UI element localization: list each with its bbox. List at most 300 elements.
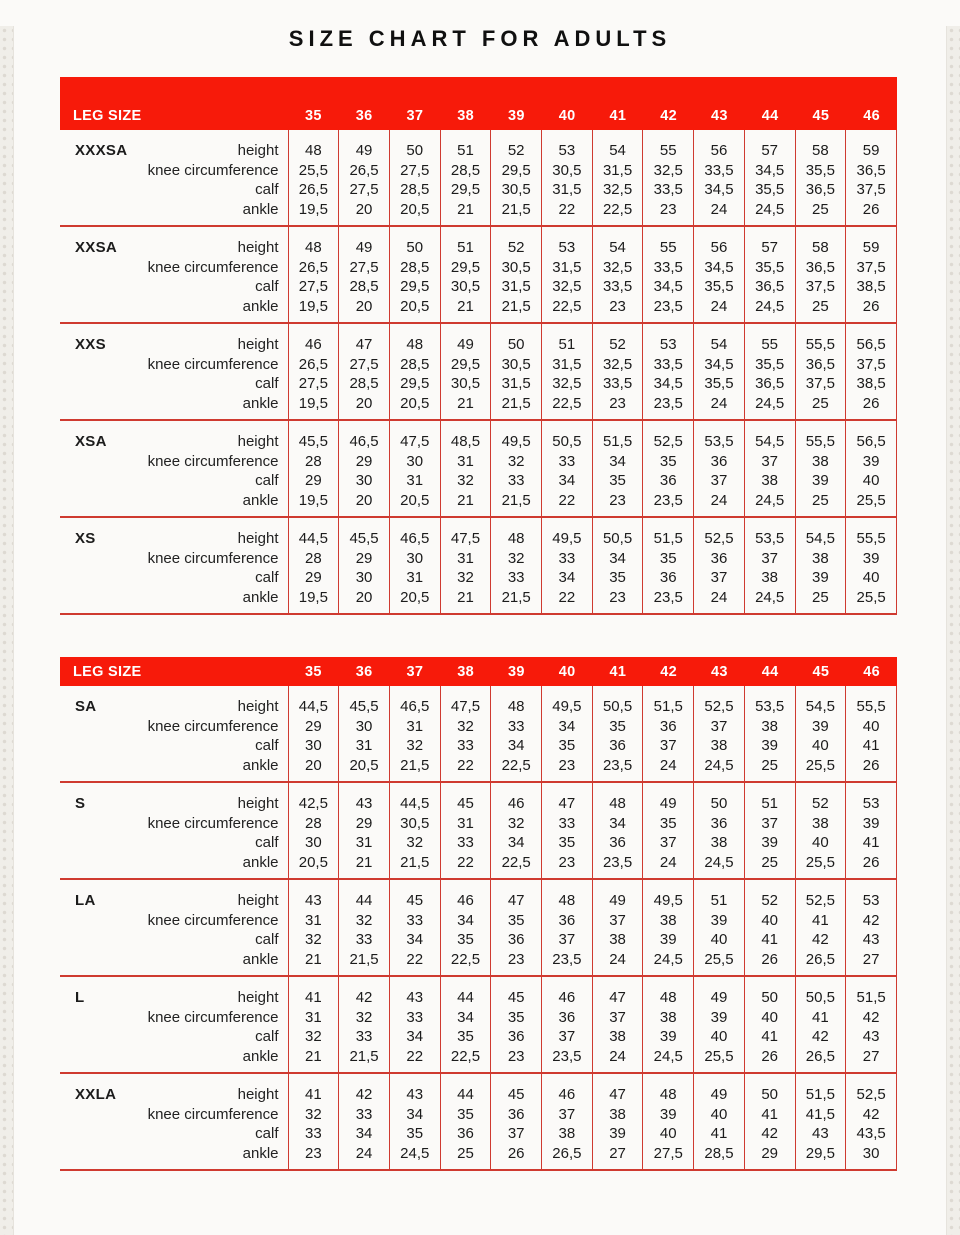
row-label: calf bbox=[255, 834, 279, 851]
size-value-cell: 25 bbox=[744, 756, 795, 783]
size-value-cell: 34 bbox=[389, 1027, 440, 1047]
leg-size-column-header: 39 bbox=[508, 108, 525, 124]
measurement-row bbox=[60, 1047, 897, 1074]
size-value-cell: 25,5 bbox=[795, 756, 846, 783]
size-value-cell: 48 bbox=[288, 227, 339, 258]
size-value-cell: 34 bbox=[440, 911, 491, 931]
size-value-cell: 20 bbox=[339, 394, 390, 421]
row-label: ankle bbox=[242, 1144, 279, 1162]
row-label: calf bbox=[255, 181, 279, 198]
group-label-wrap bbox=[60, 988, 279, 1008]
size-value-cell: 32,5 bbox=[542, 374, 593, 394]
size-value-cell: 33 bbox=[288, 1124, 339, 1144]
size-value-cell: 32 bbox=[491, 452, 542, 472]
leg-size-column-header: 35 bbox=[305, 108, 322, 124]
size-value-cell: 37,5 bbox=[795, 277, 846, 297]
size-value-cell: 50,5 bbox=[795, 977, 846, 1008]
size-value-cell: 27,5 bbox=[339, 258, 390, 278]
size-value-cell: 33,5 bbox=[643, 180, 694, 200]
size-value-cell: 51 bbox=[440, 130, 491, 161]
row-label-cell bbox=[60, 686, 288, 717]
row-label-cell bbox=[60, 717, 288, 737]
size-value-cell: 35 bbox=[542, 833, 593, 853]
size-value-cell: 28,5 bbox=[389, 258, 440, 278]
size-value-cell: 20,5 bbox=[339, 756, 390, 783]
size-value-cell: 42 bbox=[846, 1105, 897, 1125]
size-value-cell: 34 bbox=[542, 717, 593, 737]
size-value-cell: 34 bbox=[542, 568, 593, 588]
size-value-cell: 47 bbox=[491, 880, 542, 911]
size-value-cell: 23 bbox=[542, 756, 593, 783]
leg-size-column-header: 37 bbox=[406, 108, 424, 124]
size-value-cell: 50 bbox=[491, 324, 542, 355]
size-value-cell: 27 bbox=[846, 1047, 897, 1074]
row-label: calf bbox=[255, 737, 279, 754]
size-value-cell: 37,5 bbox=[846, 258, 897, 278]
size-value-cell: 33 bbox=[389, 911, 440, 931]
size-value-cell: 27,5 bbox=[288, 374, 339, 394]
size-value-cell: 22,5 bbox=[440, 1047, 491, 1074]
size-group-name: XS bbox=[75, 530, 96, 547]
row-label: ankle bbox=[242, 200, 279, 218]
size-value-cell: 37 bbox=[694, 717, 745, 737]
size-value-cell: 29,5 bbox=[389, 374, 440, 394]
size-value-cell: 21,5 bbox=[389, 853, 440, 880]
size-value-cell: 22,5 bbox=[491, 853, 542, 880]
size-value-cell: 23,5 bbox=[592, 756, 643, 783]
size-value-cell: 47,5 bbox=[440, 686, 491, 717]
size-value-cell: 49 bbox=[643, 783, 694, 814]
measurement-row bbox=[60, 833, 897, 853]
size-value-cell: 38 bbox=[592, 1027, 643, 1047]
size-value-cell: 43 bbox=[288, 880, 339, 911]
size-value-cell: 26,5 bbox=[795, 1047, 846, 1074]
row-label: knee circumference bbox=[147, 1008, 279, 1026]
size-value-cell: 35,5 bbox=[744, 180, 795, 200]
group-label-wrap bbox=[60, 794, 279, 814]
measurement-row bbox=[60, 491, 897, 518]
size-value-cell: 21,5 bbox=[491, 588, 542, 615]
size-value-cell: 35 bbox=[491, 911, 542, 931]
measurement-row bbox=[60, 421, 897, 452]
measurement-row bbox=[60, 452, 897, 472]
group-label-wrap bbox=[60, 529, 279, 549]
size-value-cell: 20 bbox=[339, 200, 390, 227]
size-value-cell: 27 bbox=[846, 950, 897, 977]
leg-size-header-band bbox=[60, 77, 897, 130]
row-label: calf bbox=[255, 931, 279, 948]
size-value-cell: 30,5 bbox=[389, 814, 440, 834]
measurement-row bbox=[60, 977, 897, 1008]
size-value-cell: 33 bbox=[440, 833, 491, 853]
size-value-cell: 55 bbox=[643, 227, 694, 258]
size-value-cell: 34,5 bbox=[694, 258, 745, 278]
size-value-cell: 58 bbox=[795, 130, 846, 161]
size-value-cell: 33,5 bbox=[592, 277, 643, 297]
size-group-xxsa bbox=[60, 227, 897, 324]
size-value-cell: 25 bbox=[795, 394, 846, 421]
size-value-cell: 36 bbox=[694, 549, 745, 569]
leg-size-column-header: 41 bbox=[609, 108, 627, 124]
size-value-cell: 38 bbox=[643, 1008, 694, 1028]
size-value-cell: 33 bbox=[542, 549, 593, 569]
size-value-cell: 36 bbox=[592, 736, 643, 756]
row-label: ankle bbox=[242, 491, 279, 509]
size-value-cell: 50,5 bbox=[542, 421, 593, 452]
size-value-cell: 36 bbox=[440, 1124, 491, 1144]
size-value-cell: 49,5 bbox=[542, 518, 593, 549]
size-value-cell: 46,5 bbox=[389, 686, 440, 717]
row-label: ankle bbox=[242, 394, 279, 412]
size-value-cell: 23,5 bbox=[542, 1047, 593, 1074]
row-label: knee circumference bbox=[147, 1105, 279, 1123]
row-label-cell bbox=[60, 421, 288, 452]
size-value-cell: 54 bbox=[592, 227, 643, 258]
size-value-cell: 42 bbox=[846, 1008, 897, 1028]
size-value-cell: 24,5 bbox=[744, 394, 795, 421]
size-value-cell: 44 bbox=[440, 1074, 491, 1105]
size-value-cell: 33,5 bbox=[643, 258, 694, 278]
measurement-row bbox=[60, 853, 897, 880]
size-value-cell: 27,5 bbox=[339, 355, 390, 375]
size-value-cell: 35 bbox=[542, 736, 593, 756]
size-value-cell: 29 bbox=[288, 471, 339, 491]
size-group-xxxsa bbox=[60, 130, 897, 227]
size-value-cell: 38 bbox=[795, 814, 846, 834]
size-value-cell: 26,5 bbox=[339, 161, 390, 181]
size-value-cell: 41 bbox=[694, 1124, 745, 1144]
size-group-s bbox=[60, 783, 897, 880]
size-value-cell: 53 bbox=[846, 880, 897, 911]
size-value-cell: 37 bbox=[744, 549, 795, 569]
size-value-cell: 24,5 bbox=[744, 588, 795, 615]
size-value-cell: 21 bbox=[288, 950, 339, 977]
size-value-cell: 24 bbox=[694, 200, 745, 227]
size-value-cell: 21,5 bbox=[339, 1047, 390, 1074]
size-value-cell: 23 bbox=[592, 491, 643, 518]
size-value-cell: 21 bbox=[440, 588, 491, 615]
row-label: knee circumference bbox=[147, 549, 279, 567]
row-label: calf bbox=[255, 1028, 279, 1045]
size-value-cell: 25,5 bbox=[846, 588, 897, 615]
size-value-cell: 40 bbox=[795, 833, 846, 853]
size-value-cell: 36 bbox=[694, 452, 745, 472]
size-value-cell: 31 bbox=[440, 549, 491, 569]
measurement-row bbox=[60, 911, 897, 931]
row-label-cell bbox=[60, 568, 288, 588]
leg-size-column-header: 39 bbox=[508, 663, 525, 680]
measurement-row bbox=[60, 394, 897, 421]
group-label-wrap bbox=[60, 141, 279, 161]
size-value-cell: 48 bbox=[643, 1074, 694, 1105]
size-value-cell: 36 bbox=[491, 1105, 542, 1125]
size-value-cell: 24,5 bbox=[389, 1144, 440, 1171]
size-group-name: XSA bbox=[75, 433, 107, 450]
row-label-cell bbox=[60, 1008, 288, 1028]
size-value-cell: 24 bbox=[643, 853, 694, 880]
row-label: height bbox=[237, 698, 279, 715]
measurement-row bbox=[60, 471, 897, 491]
row-label-cell bbox=[60, 853, 288, 880]
size-value-cell: 37,5 bbox=[846, 355, 897, 375]
size-value-cell: 25 bbox=[744, 853, 795, 880]
size-value-cell: 51,5 bbox=[846, 977, 897, 1008]
row-label-cell bbox=[60, 277, 288, 297]
size-value-cell: 24,5 bbox=[643, 1047, 694, 1074]
size-value-cell: 22,5 bbox=[542, 394, 593, 421]
size-value-cell: 32,5 bbox=[592, 355, 643, 375]
size-value-cell: 28 bbox=[288, 452, 339, 472]
size-value-cell: 29 bbox=[744, 1144, 795, 1171]
size-value-cell: 57 bbox=[744, 227, 795, 258]
measurement-row bbox=[60, 1105, 897, 1125]
size-value-cell: 37 bbox=[694, 568, 745, 588]
leg-size-column-header: 45 bbox=[812, 108, 830, 124]
row-label-cell bbox=[60, 783, 288, 814]
size-value-cell: 48 bbox=[643, 977, 694, 1008]
size-value-cell: 29,5 bbox=[389, 277, 440, 297]
size-value-cell: 34,5 bbox=[694, 180, 745, 200]
leg-size-column-header: 46 bbox=[863, 663, 880, 680]
size-value-cell: 56 bbox=[694, 227, 745, 258]
row-label: calf bbox=[255, 278, 279, 295]
size-value-cell: 37 bbox=[592, 1008, 643, 1028]
size-value-cell: 34 bbox=[339, 1124, 390, 1144]
row-label: knee circumference bbox=[147, 161, 279, 179]
size-value-cell: 46 bbox=[542, 1074, 593, 1105]
size-value-cell: 19,5 bbox=[288, 491, 339, 518]
size-value-cell: 37,5 bbox=[846, 180, 897, 200]
size-value-cell: 35 bbox=[592, 717, 643, 737]
measurement-row bbox=[60, 686, 897, 717]
size-value-cell: 21 bbox=[288, 1047, 339, 1074]
size-value-cell: 41 bbox=[846, 833, 897, 853]
size-value-cell: 37 bbox=[592, 911, 643, 931]
size-value-cell: 32,5 bbox=[592, 258, 643, 278]
row-label: ankle bbox=[242, 588, 279, 606]
size-value-cell: 31 bbox=[440, 814, 491, 834]
size-value-cell: 25 bbox=[795, 491, 846, 518]
size-value-cell: 26 bbox=[491, 1144, 542, 1171]
size-value-cell: 35 bbox=[389, 1124, 440, 1144]
size-value-cell: 41 bbox=[288, 1074, 339, 1105]
row-label-cell bbox=[60, 180, 288, 200]
size-value-cell: 39 bbox=[795, 568, 846, 588]
size-value-cell: 26,5 bbox=[795, 950, 846, 977]
size-value-cell: 24,5 bbox=[694, 853, 745, 880]
size-value-cell: 41 bbox=[744, 1105, 795, 1125]
size-value-cell: 52,5 bbox=[694, 518, 745, 549]
size-value-cell: 50,5 bbox=[592, 518, 643, 549]
row-label-cell bbox=[60, 950, 288, 977]
size-value-cell: 53 bbox=[542, 227, 593, 258]
size-value-cell: 26,5 bbox=[542, 1144, 593, 1171]
row-label: calf bbox=[255, 375, 279, 392]
size-value-cell: 20,5 bbox=[389, 491, 440, 518]
measurement-row bbox=[60, 880, 897, 911]
size-value-cell: 32 bbox=[491, 549, 542, 569]
size-value-cell: 29,5 bbox=[440, 258, 491, 278]
size-value-cell: 23,5 bbox=[592, 853, 643, 880]
size-value-cell: 30 bbox=[339, 568, 390, 588]
row-label-cell bbox=[60, 736, 288, 756]
size-value-cell: 52 bbox=[491, 130, 542, 161]
size-value-cell: 35 bbox=[643, 549, 694, 569]
leg-size-column-header: 38 bbox=[457, 663, 474, 680]
size-value-cell: 35,5 bbox=[795, 161, 846, 181]
row-label-cell bbox=[60, 258, 288, 278]
size-value-cell: 20 bbox=[339, 491, 390, 518]
size-value-cell: 19,5 bbox=[288, 394, 339, 421]
size-value-cell: 38 bbox=[744, 568, 795, 588]
size-value-cell: 55,5 bbox=[795, 324, 846, 355]
size-value-cell: 44,5 bbox=[288, 686, 339, 717]
size-value-cell: 21 bbox=[440, 394, 491, 421]
size-value-cell: 46,5 bbox=[339, 421, 390, 452]
measurement-row bbox=[60, 756, 897, 783]
size-value-cell: 56,5 bbox=[846, 421, 897, 452]
size-table-lower bbox=[60, 657, 897, 1171]
size-value-cell: 56 bbox=[694, 130, 745, 161]
size-value-cell: 39 bbox=[744, 833, 795, 853]
size-value-cell: 39 bbox=[744, 736, 795, 756]
size-value-cell: 25,5 bbox=[795, 853, 846, 880]
size-value-cell: 22 bbox=[542, 200, 593, 227]
size-value-cell: 53,5 bbox=[694, 421, 745, 452]
size-value-cell: 52,5 bbox=[795, 880, 846, 911]
size-value-cell: 50 bbox=[694, 783, 745, 814]
size-value-cell: 49 bbox=[440, 324, 491, 355]
size-value-cell: 40 bbox=[744, 1008, 795, 1028]
size-value-cell: 52,5 bbox=[643, 421, 694, 452]
size-value-cell: 41 bbox=[744, 1027, 795, 1047]
size-value-cell: 24,5 bbox=[744, 491, 795, 518]
size-value-cell: 33 bbox=[491, 471, 542, 491]
size-group-xsa bbox=[60, 421, 897, 518]
size-value-cell: 51 bbox=[744, 783, 795, 814]
size-value-cell: 32,5 bbox=[542, 277, 593, 297]
size-value-cell: 34 bbox=[491, 736, 542, 756]
size-value-cell: 33 bbox=[339, 1105, 390, 1125]
size-value-cell: 41,5 bbox=[795, 1105, 846, 1125]
row-label: ankle bbox=[242, 950, 279, 968]
size-value-cell: 46 bbox=[542, 977, 593, 1008]
size-value-cell: 31 bbox=[288, 1008, 339, 1028]
size-value-cell: 33 bbox=[339, 1027, 390, 1047]
size-value-cell: 33 bbox=[491, 717, 542, 737]
size-value-cell: 23,5 bbox=[643, 394, 694, 421]
size-value-cell: 24 bbox=[694, 588, 745, 615]
row-label-cell bbox=[60, 471, 288, 491]
size-value-cell: 24 bbox=[339, 1144, 390, 1171]
group-label-wrap bbox=[60, 697, 279, 717]
size-value-cell: 39 bbox=[846, 549, 897, 569]
size-value-cell: 50 bbox=[389, 130, 440, 161]
size-value-cell: 42 bbox=[795, 930, 846, 950]
leg-size-header-band bbox=[60, 657, 897, 686]
size-value-cell: 32 bbox=[440, 568, 491, 588]
size-value-cell: 20,5 bbox=[389, 394, 440, 421]
size-value-cell: 43 bbox=[846, 930, 897, 950]
size-value-cell: 26 bbox=[846, 200, 897, 227]
group-label-wrap bbox=[60, 432, 279, 452]
size-value-cell: 39 bbox=[643, 1105, 694, 1125]
size-value-cell: 55 bbox=[744, 324, 795, 355]
size-value-cell: 30,5 bbox=[542, 161, 593, 181]
size-value-cell: 24,5 bbox=[643, 950, 694, 977]
size-value-cell: 43 bbox=[389, 1074, 440, 1105]
size-value-cell: 29 bbox=[288, 717, 339, 737]
size-value-cell: 21 bbox=[440, 491, 491, 518]
row-label: height bbox=[237, 530, 279, 547]
measurement-row bbox=[60, 1124, 897, 1144]
page-title: SIZE CHART FOR ADULTS bbox=[288, 26, 672, 51]
size-value-cell: 33 bbox=[339, 930, 390, 950]
size-value-cell: 32 bbox=[491, 814, 542, 834]
size-group-name: S bbox=[75, 795, 86, 812]
size-value-cell: 50 bbox=[744, 1074, 795, 1105]
size-value-cell: 23 bbox=[592, 588, 643, 615]
row-label-cell bbox=[60, 1124, 288, 1144]
size-value-cell: 36 bbox=[491, 1027, 542, 1047]
size-value-cell: 44,5 bbox=[389, 783, 440, 814]
size-value-cell: 29 bbox=[339, 814, 390, 834]
leg-size-column-header: 43 bbox=[711, 108, 728, 124]
size-value-cell: 46 bbox=[440, 880, 491, 911]
size-value-cell: 34,5 bbox=[694, 355, 745, 375]
size-value-cell: 23 bbox=[491, 1047, 542, 1074]
size-value-cell: 28 bbox=[288, 549, 339, 569]
size-value-cell: 23,5 bbox=[643, 491, 694, 518]
row-label: knee circumference bbox=[147, 258, 279, 276]
size-value-cell: 23 bbox=[592, 394, 643, 421]
size-value-cell: 24 bbox=[643, 756, 694, 783]
row-label-cell bbox=[60, 297, 288, 324]
row-label-cell bbox=[60, 588, 288, 615]
size-value-cell: 30,5 bbox=[491, 180, 542, 200]
size-value-cell: 37 bbox=[694, 471, 745, 491]
row-label-cell bbox=[60, 1105, 288, 1125]
row-label-cell bbox=[60, 1047, 288, 1074]
size-value-cell: 37 bbox=[744, 452, 795, 472]
size-value-cell: 47,5 bbox=[389, 421, 440, 452]
row-label: height bbox=[237, 1086, 279, 1103]
row-label: height bbox=[237, 433, 279, 450]
size-value-cell: 26 bbox=[846, 297, 897, 324]
size-value-cell: 52 bbox=[795, 783, 846, 814]
size-value-cell: 36,5 bbox=[744, 374, 795, 394]
measurement-row bbox=[60, 130, 897, 161]
size-value-cell: 39 bbox=[795, 471, 846, 491]
size-group-name: XXXSA bbox=[75, 142, 128, 159]
size-value-cell: 19,5 bbox=[288, 200, 339, 227]
size-value-cell: 50,5 bbox=[592, 686, 643, 717]
size-value-cell: 29,5 bbox=[440, 180, 491, 200]
size-value-cell: 54 bbox=[694, 324, 745, 355]
leg-size-column-header: 46 bbox=[863, 108, 880, 124]
size-value-cell: 32 bbox=[288, 1105, 339, 1125]
size-value-cell: 44 bbox=[339, 880, 390, 911]
measurement-row bbox=[60, 180, 897, 200]
size-value-cell: 23,5 bbox=[643, 588, 694, 615]
size-value-cell: 36,5 bbox=[795, 258, 846, 278]
size-value-cell: 26 bbox=[744, 1047, 795, 1074]
size-value-cell: 40 bbox=[694, 1027, 745, 1047]
size-value-cell: 43 bbox=[389, 977, 440, 1008]
size-value-cell: 23,5 bbox=[643, 297, 694, 324]
size-value-cell: 37 bbox=[643, 736, 694, 756]
size-value-cell: 30 bbox=[846, 1144, 897, 1171]
